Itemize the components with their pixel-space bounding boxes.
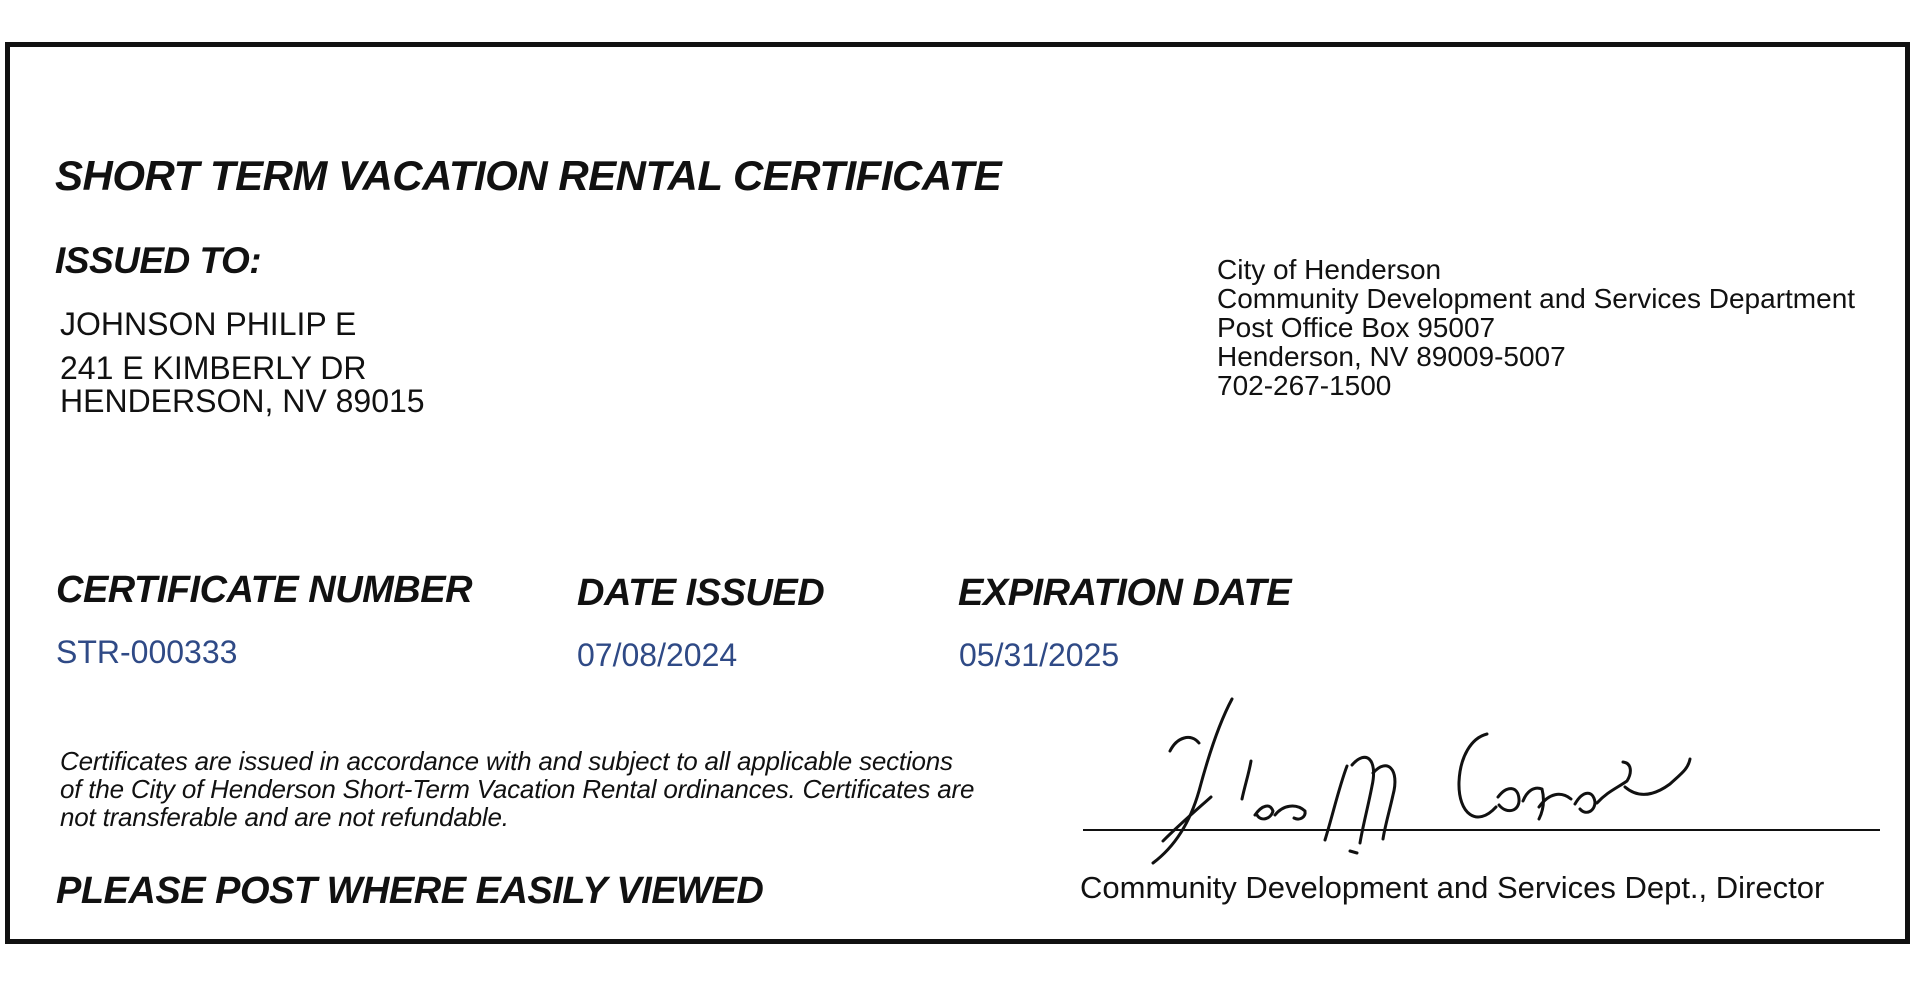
terms-text: Certificates are issued in accordance with and subject to all applicable sections of the City of Henderson Short-Term Vacation Rental ordinances. Certificates are not transferable and are not refundable.: [60, 746, 975, 832]
issuer-city-state-zip: Henderson, NV 89009-5007: [1217, 341, 1566, 372]
expiration-date-value: 05/31/2025: [959, 637, 1120, 673]
owner-address-city: HENDERSON, NV 89015: [60, 383, 425, 419]
date-issued-value: 07/08/2024: [577, 637, 738, 673]
issuer-phone: 702-267-1500: [1217, 370, 1392, 401]
signature-line: [1083, 829, 1880, 831]
owner-address: [60, 352, 425, 418]
issuer-department: Community Development and Services Department: [1217, 283, 1856, 314]
owner-address-street: 241 E KIMBERLY DR: [60, 350, 367, 386]
signature-image: [1125, 675, 1745, 875]
issuer-po-box: Post Office Box 95007: [1217, 312, 1496, 343]
issuer-address-block: [1217, 255, 1855, 400]
signature-title: Community Development and Services Dept., Director: [1080, 870, 1825, 905]
post-notice: PLEASE POST WHERE EASILY VIEWED: [56, 870, 764, 912]
expiration-date-label: EXPIRATION DATE: [958, 572, 1292, 614]
issuer-city: City of Henderson: [1217, 254, 1442, 285]
certificate-number-value: STR-000333: [56, 634, 238, 670]
certificate-number-label: CERTIFICATE NUMBER: [56, 569, 473, 611]
date-issued-label: DATE ISSUED: [577, 572, 825, 614]
certificate-title: SHORT TERM VACATION RENTAL CERTIFICATE: [55, 152, 1002, 199]
issued-to-label: ISSUED TO:: [55, 240, 262, 281]
owner-name: JOHNSON PHILIP E: [60, 306, 357, 342]
